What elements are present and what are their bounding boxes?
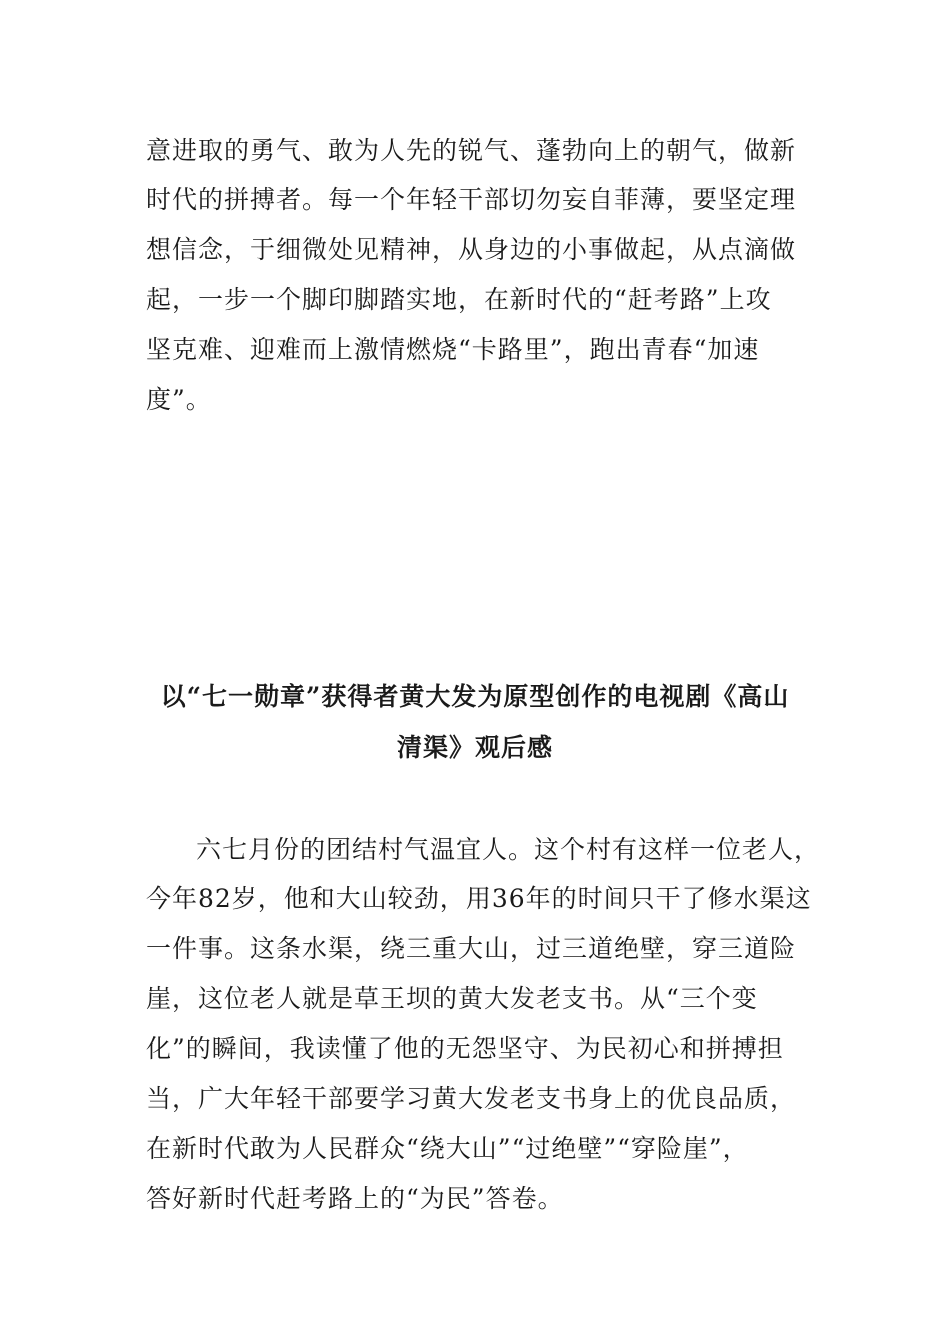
paragraph-line: 在新时代敢为人民群众“绕大山”“过绝壁”“穿险崖”， — [146, 1134, 749, 1163]
paragraph-line: 坚克难、迎难而上激情燃烧“卡路里”，跑出青春“加速 — [146, 335, 760, 364]
paragraph-line: 意进取的勇气、敢为人先的锐气、蓬勃向上的朝气，做新 — [146, 136, 797, 165]
paragraph-line: 今年82岁，他和大山较劲，用36年的时间只干了修水渠这 — [146, 884, 812, 913]
paragraph-line: 崖，这位老人就是草王坝的黄大发老支书。从“三个变 — [146, 984, 758, 1013]
paragraph-line: 答好新时代赶考路上的“为民”答卷。 — [146, 1184, 564, 1213]
paragraph-line: 六七月份的团结村气温宜人。这个村有这样一位老人， — [196, 835, 821, 864]
paragraph-line: 当，广大年轻干部要学习黄大发老支书身上的优良品质， — [146, 1084, 797, 1113]
paragraph-line: 时代的拼搏者。每一个年轻干部切勿妄自菲薄，要坚定理 — [146, 185, 797, 214]
title-line: 以“七一勋章”获得者黄大发为原型创作的电视剧《高山 — [160, 682, 790, 711]
paragraph-line: 一件事。这条水渠，绕三重大山，过三道绝壁，穿三道险 — [146, 934, 797, 963]
paragraph-line: 想信念，于细微处见精神，从身边的小事做起，从点滴做 — [146, 235, 797, 264]
paragraph-line: 起，一步一个脚印脚踏实地，在新时代的“赶考路”上攻 — [146, 285, 772, 314]
title-line: 清渠》观后感 — [396, 733, 553, 762]
paragraph-line: 度”。 — [146, 385, 212, 414]
paragraph-line: 化”的瞬间，我读懂了他的无怨坚守、为民初心和拼搏担 — [146, 1034, 784, 1063]
